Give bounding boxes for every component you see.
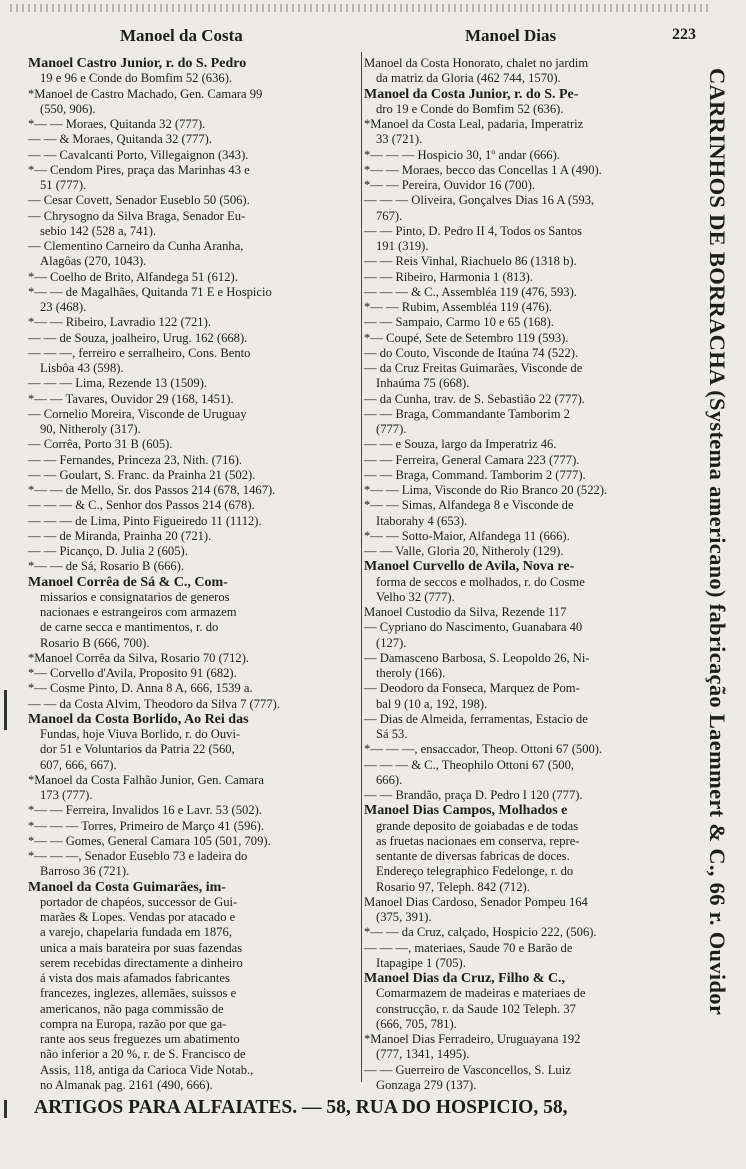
entry-heading-line: Manoel Dias da Cruz, Filho & C., (364, 971, 566, 986)
entry-line: 173 (777). (40, 788, 93, 802)
entry-line: (375, 391). (376, 910, 432, 924)
entry-line: — — Reis Vinhal, Riachuelo 86 (1318 b). (364, 254, 577, 269)
entry-line: no Almanak pag. 2161 (490, 666). (40, 1077, 213, 1092)
entry-line: — — da Costa Alvim, Theodoro da Silva 7 (777). (28, 696, 280, 711)
entry-line: Sá 53. (376, 727, 408, 741)
entry-line: missarios e consignatarios de generos (40, 589, 230, 604)
entry-line: unica a mais barateira por suas fazendas (40, 940, 243, 955)
entry-heading-line: Manoel da Costa Borlido, Ao Rei das (28, 711, 249, 727)
entry-line: 666). (376, 772, 403, 787)
entry-line: compra na Europa, razão por que ga- (40, 1016, 227, 1031)
entry-line: — — Guerreiro de Vasconcellos, S. Luiz (364, 1062, 571, 1077)
entry-line: *— Coelho de Brito, Alfandega 51 (612). (28, 269, 238, 284)
left-edge-mark (4, 1100, 7, 1118)
entry-line: — — & Moraes, Quitanda 32 (777). (28, 132, 212, 147)
entry-line: serem recebidas directamente a dinheiro (40, 955, 243, 970)
entry-line: *— — de Mello, Sr. dos Passos 214 (678, 1467). (28, 483, 276, 497)
entry-line: não inferior a 20 %, r. de S. Francisco de (40, 1047, 246, 1062)
header-right: Manoel Dias (465, 26, 557, 45)
entry-line: — — Ferreira, General Camara 223 (777). (364, 452, 580, 467)
entry-line: — — — Lima, Rezende 13 (1509). (28, 376, 208, 391)
entry-line: da matriz da Gloria (462 744, 1570). (376, 71, 561, 86)
entry-line: 767). (376, 208, 403, 223)
entry-line: — — —, ferreiro e serralheiro, Cons. Bento (28, 345, 251, 360)
entry-line: *— Cosme Pinto, D. Anna 8 A, 666, 1539 a. (28, 681, 253, 696)
entry-line: — Cypriano do Nascimento, Guanabara 40 (364, 620, 583, 635)
entry-line: 19 e 96 e Conde do Bomfim 52 (636). (40, 71, 233, 86)
entry-line: Velho 32 (777). (376, 589, 455, 604)
entry-line: Manoel da Costa Honorato, chalet no jardim (364, 56, 589, 70)
entry-line: marães & Lopes. Vendas por atacado e (40, 910, 236, 924)
entry-line: Itapagipe 1 (705). (376, 955, 466, 970)
entry-line: (127). (376, 635, 407, 650)
entry-line: — — — de Lima, Pinto Figueiredo 11 (1112). (28, 513, 262, 528)
entry-line: *— — Ribeiro, Lavradio 122 (721). (28, 315, 211, 330)
entry-line: — — Goulart, S. Franc. da Prainha 21 (502). (28, 467, 256, 482)
entry-line: — da Cunha, trav. de S. Sebastião 22 (777). (364, 391, 585, 406)
entry-line: Manoel Dias Cardoso, Senador Pompeu 164 (364, 894, 588, 909)
entry-line: — Clementino Carneiro da Cunha Aranha, (28, 239, 244, 253)
entry-line: *Manoel Dias Ferradeiro, Uruguayana 192 (364, 1032, 581, 1046)
entry-line: — — de Miranda, Prainha 20 (721). (28, 528, 212, 543)
entry-line: — — Sampaio, Carmo 10 e 65 (168). (364, 315, 554, 330)
entry-line: — — Fernandes, Princeza 23, Nith. (716). (28, 452, 243, 467)
page-number: 223 (672, 26, 696, 43)
entry-line: francezes, inglezes, allemães, suissos e (40, 986, 237, 1001)
entry-line: Endereço telegraphico Fedelonge, r. do (376, 864, 574, 879)
entry-line: *— — Lima, Visconde do Rio Branco 20 (522). (364, 483, 608, 497)
entry-line: portador de chapéos, successor de Gui- (40, 894, 238, 909)
entry-line: — — — & C., Senhor dos Passos 214 (678). (28, 498, 255, 513)
entry-line: Barroso 36 (721). (40, 864, 130, 879)
entry-line: 33 (721). (376, 132, 423, 147)
entry-line: — do Couto, Visconde de Itaúna 74 (522). (364, 345, 579, 360)
entry-line: (666, 705, 781). (376, 1016, 457, 1031)
entry-line: as fruetas nacionaes em conserva, repre- (376, 833, 580, 848)
entry-line: — Chrysogno da Silva Braga, Senador Eu- (28, 208, 246, 223)
footer-advertisement: ARTIGOS PARA ALFAIATES. — 58, RUA DO HOSPICIO, 58, (34, 1097, 568, 1118)
entry-line: 51 (777). (40, 178, 87, 192)
entry-line: Assis, 118, antiga da Carioca Vide Notab., (40, 1062, 254, 1077)
entry-line: — — — Oliveira, Gonçalves Dias 16 A (593, (364, 193, 595, 208)
entry-line: de carne secca e mantimentos, r. do (40, 620, 219, 635)
entry-line: 90, Nitheroly (317). (40, 422, 141, 436)
entry-line: Fundas, hoje Viuva Borlido, r. do Ouvi- (40, 727, 241, 741)
entry-line: Rosario B (666, 700). (40, 635, 150, 650)
entry-heading-line: Manoel da Costa Junior, r. do S. Pe- (364, 86, 579, 102)
entry-line: Manoel Custodio da Silva, Rezende 117 (364, 605, 567, 619)
entry-line: — — Picanço, D. Julia 2 (605). (28, 544, 188, 558)
entry-line: *Manoel de Castro Machado, Gen. Camara 99 (28, 86, 263, 101)
entry-line: Inhaúma 75 (668). (376, 376, 470, 391)
entry-line: grande deposito de goiabadas e de todas (376, 818, 579, 833)
entry-line: (777, 1341, 1495). (376, 1047, 470, 1062)
entry-line: dor 51 e Voluntarios da Patria 22 (560, (40, 742, 235, 757)
entry-line: a varejo, chapelaria fundada em 1876, (40, 925, 232, 940)
entry-line: Alagôas (270, 1043). (40, 254, 147, 269)
entry-line: *— — — Hospicio 30, 1º andar (666). (364, 147, 560, 162)
entry-heading-line: Manoel Castro Junior, r. do S. Pedro (28, 56, 247, 71)
entry-line: — — Braga, Command. Tamborim 2 (777). (364, 467, 586, 482)
entry-line: rante aos seus freguezes um abatimento (40, 1032, 240, 1046)
entry-line: *— — de Sá, Rosario B (666). (28, 559, 185, 574)
entry-line: *— — —, ensaccador, Theop. Ottoni 67 (500). (364, 742, 603, 757)
top-edge-print-noise (10, 4, 710, 12)
entry-line: — Dias de Almeida, ferramentas, Estacio de (364, 711, 588, 726)
entry-line: (550, 906). (40, 101, 96, 116)
entry-line: — Deodoro da Fonseca, Marquez de Pom- (364, 681, 580, 696)
entry-heading-line: Manoel Dias Campos, Molhados e (364, 803, 568, 819)
entry-line: — Cesar Covett, Senador Euseblo 50 (506). (28, 193, 250, 208)
side-advertisement (694, 68, 738, 1128)
entry-line: — — e Souza, largo da Imperatriz 46. (364, 437, 557, 452)
entry-line: (777). (376, 422, 407, 436)
header-left: Manoel da Costa (120, 26, 243, 45)
entry-line: á vista dos mais afamados fabricantes (40, 971, 230, 985)
side-advertisement-text: CARRINHOS DE BORRACHA (Systema americano) fabricação Laemmert & C., 66 r. Ouvidor (705, 68, 730, 1016)
entry-line: Lisbôa 43 (598). (40, 361, 124, 375)
entry-line: *— — da Cruz, calçado, Hospicio 222, (506). (364, 925, 597, 940)
entry-line: — — — & C., Assembléa 119 (476, 593). (364, 284, 577, 299)
entry-line: *— — Gomes, General Camara 105 (501, 709). (28, 833, 271, 848)
entry-line: — — de Souza, joalheiro, Urug. 162 (668). (28, 330, 248, 345)
running-header (0, 26, 746, 50)
entry-line: *— — Sotto-Maior, Alfandega 11 (666). (364, 528, 570, 543)
column-divider (361, 52, 362, 1082)
entry-line: *— — Tavares, Ouvidor 29 (168, 1451). (28, 391, 234, 406)
entry-line: *— — Moraes, becco das Concellas 1 A (490). (364, 162, 602, 177)
entry-line: americanos, não paga commissão de (40, 1001, 224, 1016)
entry-line: *— Cendom Pires, praça das Marinhas 43 e (28, 162, 250, 177)
right-column (364, 56, 696, 1092)
entry-line: bal 9 (10 a, 192, 198). (376, 696, 488, 711)
entry-heading-line: Manoel da Costa Guimarães, im- (28, 879, 226, 895)
entry-line: *— — Simas, Alfandega 8 e Visconde de (364, 498, 574, 513)
left-edge-mark (4, 690, 7, 730)
entry-heading-line: Manoel Corrêa de Sá & C., Com- (28, 574, 228, 590)
entry-line: *Manoel Corrêa da Silva, Rosario 70 (712). (28, 650, 250, 665)
entry-line: — — —, materiaes, Saude 70 e Barão de (364, 940, 573, 955)
entry-line: 23 (468). (40, 300, 87, 314)
entry-line: — — Brandão, praça D. Pedro I 120 (777). (364, 788, 583, 802)
entry-line: *— — Ferreira, Invalidos 16 e Lavr. 53 (502). (28, 803, 262, 818)
entry-line: *Manoel da Costa Falhão Junior, Gen. Camara (28, 772, 264, 787)
entry-line: construcção, r. da Saude 102 Teleph. 37 (376, 1001, 576, 1016)
entry-line: *— Corvello d'Avila, Proposito 91 (682). (28, 666, 237, 680)
entry-line: *— — Moraes, Quitanda 32 (777). (28, 117, 206, 131)
entry-line: Gonzaga 279 (137). (376, 1077, 477, 1092)
entry-line: sentante de diversas fabricas de doces. (376, 849, 570, 863)
entry-line: Itaborahy 4 (653). (376, 513, 468, 528)
entry-line: — Damasceno Barbosa, S. Leopoldo 26, Ni- (364, 650, 590, 665)
entry-line: nacionaes e estrangeiros com armazem (40, 605, 237, 619)
entry-heading-line: Manoel Curvello de Avila, Nova re- (364, 559, 575, 575)
entry-line: — Corrêa, Porto 31 B (605). (28, 437, 173, 452)
entry-line: theroly (166). (376, 666, 446, 680)
entry-line: sebio 142 (528 a, 741). (40, 223, 157, 238)
entry-line: *— — Rubim, Assembléa 119 (476). (364, 300, 553, 314)
entry-line: dro 19 e Conde do Bomfim 52 (636). (376, 101, 564, 116)
entry-line: Comarmazem de madeiras e materiaes de (376, 986, 586, 1001)
entry-line: *— Coupé, Sete de Setembro 119 (593). (364, 330, 569, 345)
entry-line: — — Pinto, D. Pedro II 4, Todos os Santos (364, 223, 582, 238)
entry-line: — — Cavalcanti Porto, Villegaignon (343). (28, 147, 249, 162)
left-column (28, 56, 360, 1092)
entry-line: *— — —, Senador Euseblo 73 e ladeira do (28, 849, 248, 863)
entry-line: 191 (319). (376, 239, 429, 253)
entry-line: *— — Pereira, Ouvidor 16 (700). (364, 178, 536, 192)
entry-line: — da Cruz Freitas Guimarães, Visconde de (364, 361, 583, 375)
entry-line: 607, 666, 667). (40, 757, 117, 772)
entry-line: *— — — Torres, Primeiro de Março 41 (596). (28, 818, 265, 833)
entry-line: *— — de Magalhães, Quitanda 71 E e Hospicio (28, 284, 272, 299)
entry-line: Rosario 97, Teleph. 842 (712). (376, 879, 530, 894)
entry-line: forma de seccos e molhados, r. do Cosme (376, 574, 585, 589)
entry-line: — — Valle, Gloria 20, Nitheroly (129). (364, 544, 564, 558)
entry-line: *Manoel da Costa Leal, padaria, Imperatriz (364, 117, 584, 131)
entry-line: — Cornelio Moreira, Visconde de Uruguay (28, 406, 247, 421)
entry-line: — — Ribeiro, Harmonia 1 (813). (364, 269, 533, 284)
entry-line: — — Braga, Commandante Tamborim 2 (364, 406, 570, 421)
entry-line: — — — & C., Theophilo Ottoni 67 (500, (364, 757, 575, 772)
